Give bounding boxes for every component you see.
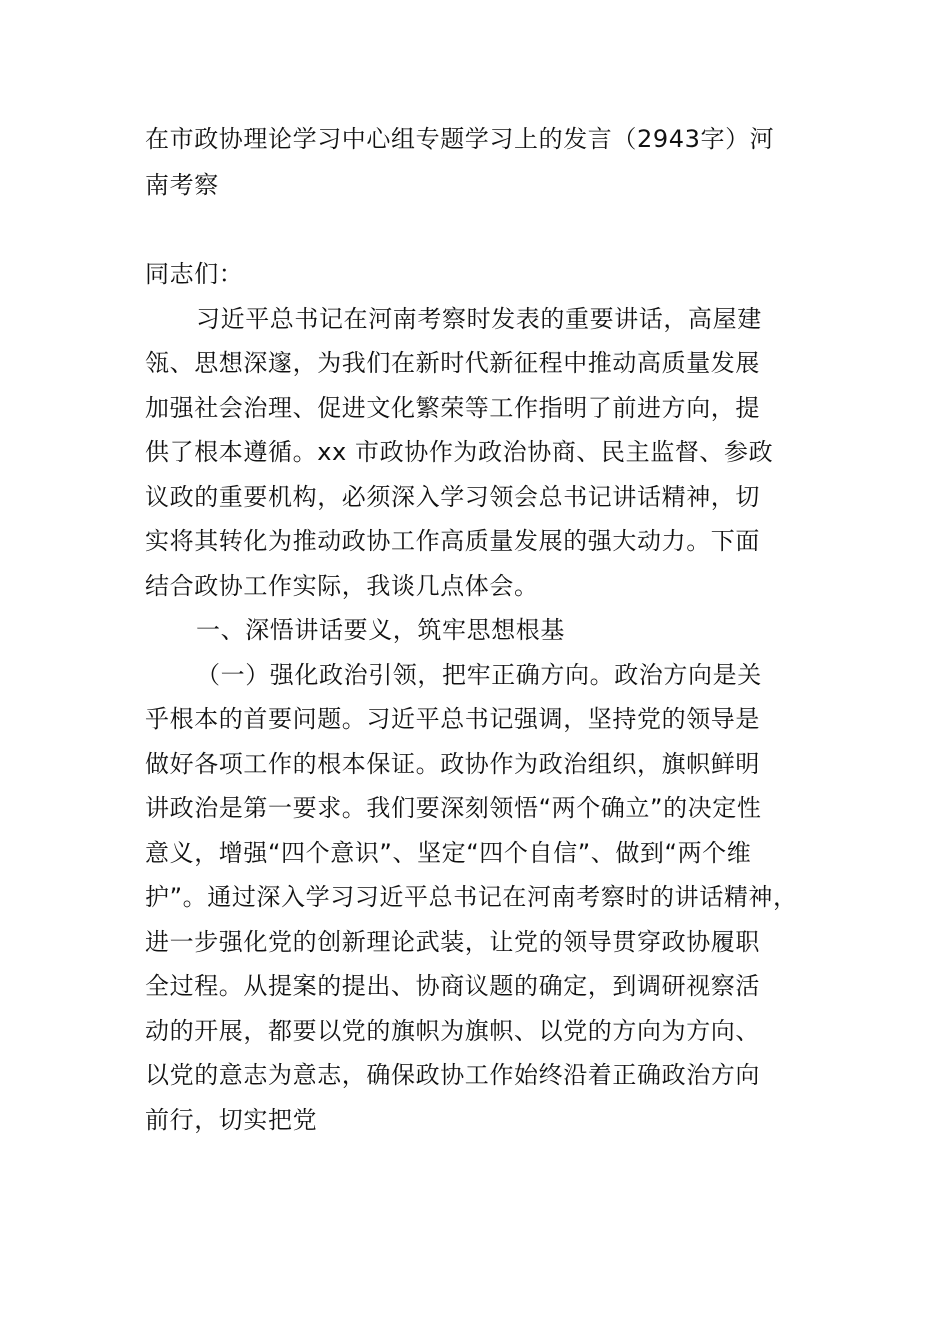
body-line: 意义，增强“四个意识”、坚定“四个自信”、做到“两个维 [145, 839, 752, 867]
body-line: 进一步强化党的创新理论武装，让党的领导贯穿政协履职 [145, 928, 760, 956]
body-line: 动的开展，都要以党的旗帜为旗帜、以党的方向为方向、 [145, 1017, 760, 1045]
document-title-line-1: 在市政协理论学习中心组专题学习上的发言（2943字）河 [145, 125, 775, 153]
body-line: 结合政协工作实际，我谈几点体会。 [145, 572, 539, 600]
body-line: 护”。通过深入学习习近平总书记在河南考察时的讲话精神， [145, 883, 798, 911]
body-line: 供了根本遵循。xx 市政协作为政治协商、民主监督、参政 [145, 438, 774, 466]
body-line: 乎根本的首要问题。习近平总书记强调，坚持党的领导是 [145, 705, 760, 733]
body-line: 实将其转化为推动政协工作高质量发展的强大动力。下面 [145, 527, 760, 555]
body-line: 讲政治是第一要求。我们要深刻领悟“两个确立”的决定性 [145, 794, 762, 822]
section-heading: 一、深悟讲话要义，筑牢思想根基 [196, 616, 565, 644]
salutation: 同志们： [145, 260, 244, 288]
body-line: 做好各项工作的根本保证。政协作为政治组织，旗帜鲜明 [145, 750, 760, 778]
body-line: 全过程。从提案的提出、协商议题的确定，到调研视察活 [145, 972, 760, 1000]
body-line: 加强社会治理、促进文化繁荣等工作指明了前进方向，提 [145, 394, 760, 422]
body-line: （一）强化政治引领，把牢正确方向。政治方向是关 [196, 661, 762, 689]
document-title-line-2: 南考察 [145, 171, 219, 199]
body-line: 瓴、思想深邃，为我们在新时代新征程中推动高质量发展 [145, 349, 760, 377]
body-line: 前行，切实把党 [145, 1106, 318, 1134]
body-line: 以党的意志为意志，确保政协工作始终沿着正确政治方向 [145, 1061, 760, 1089]
body-line: 议政的重要机构，必须深入学习领会总书记讲话精神，切 [145, 483, 760, 511]
body-line: 习近平总书记在河南考察时发表的重要讲话，高屋建 [196, 305, 762, 333]
